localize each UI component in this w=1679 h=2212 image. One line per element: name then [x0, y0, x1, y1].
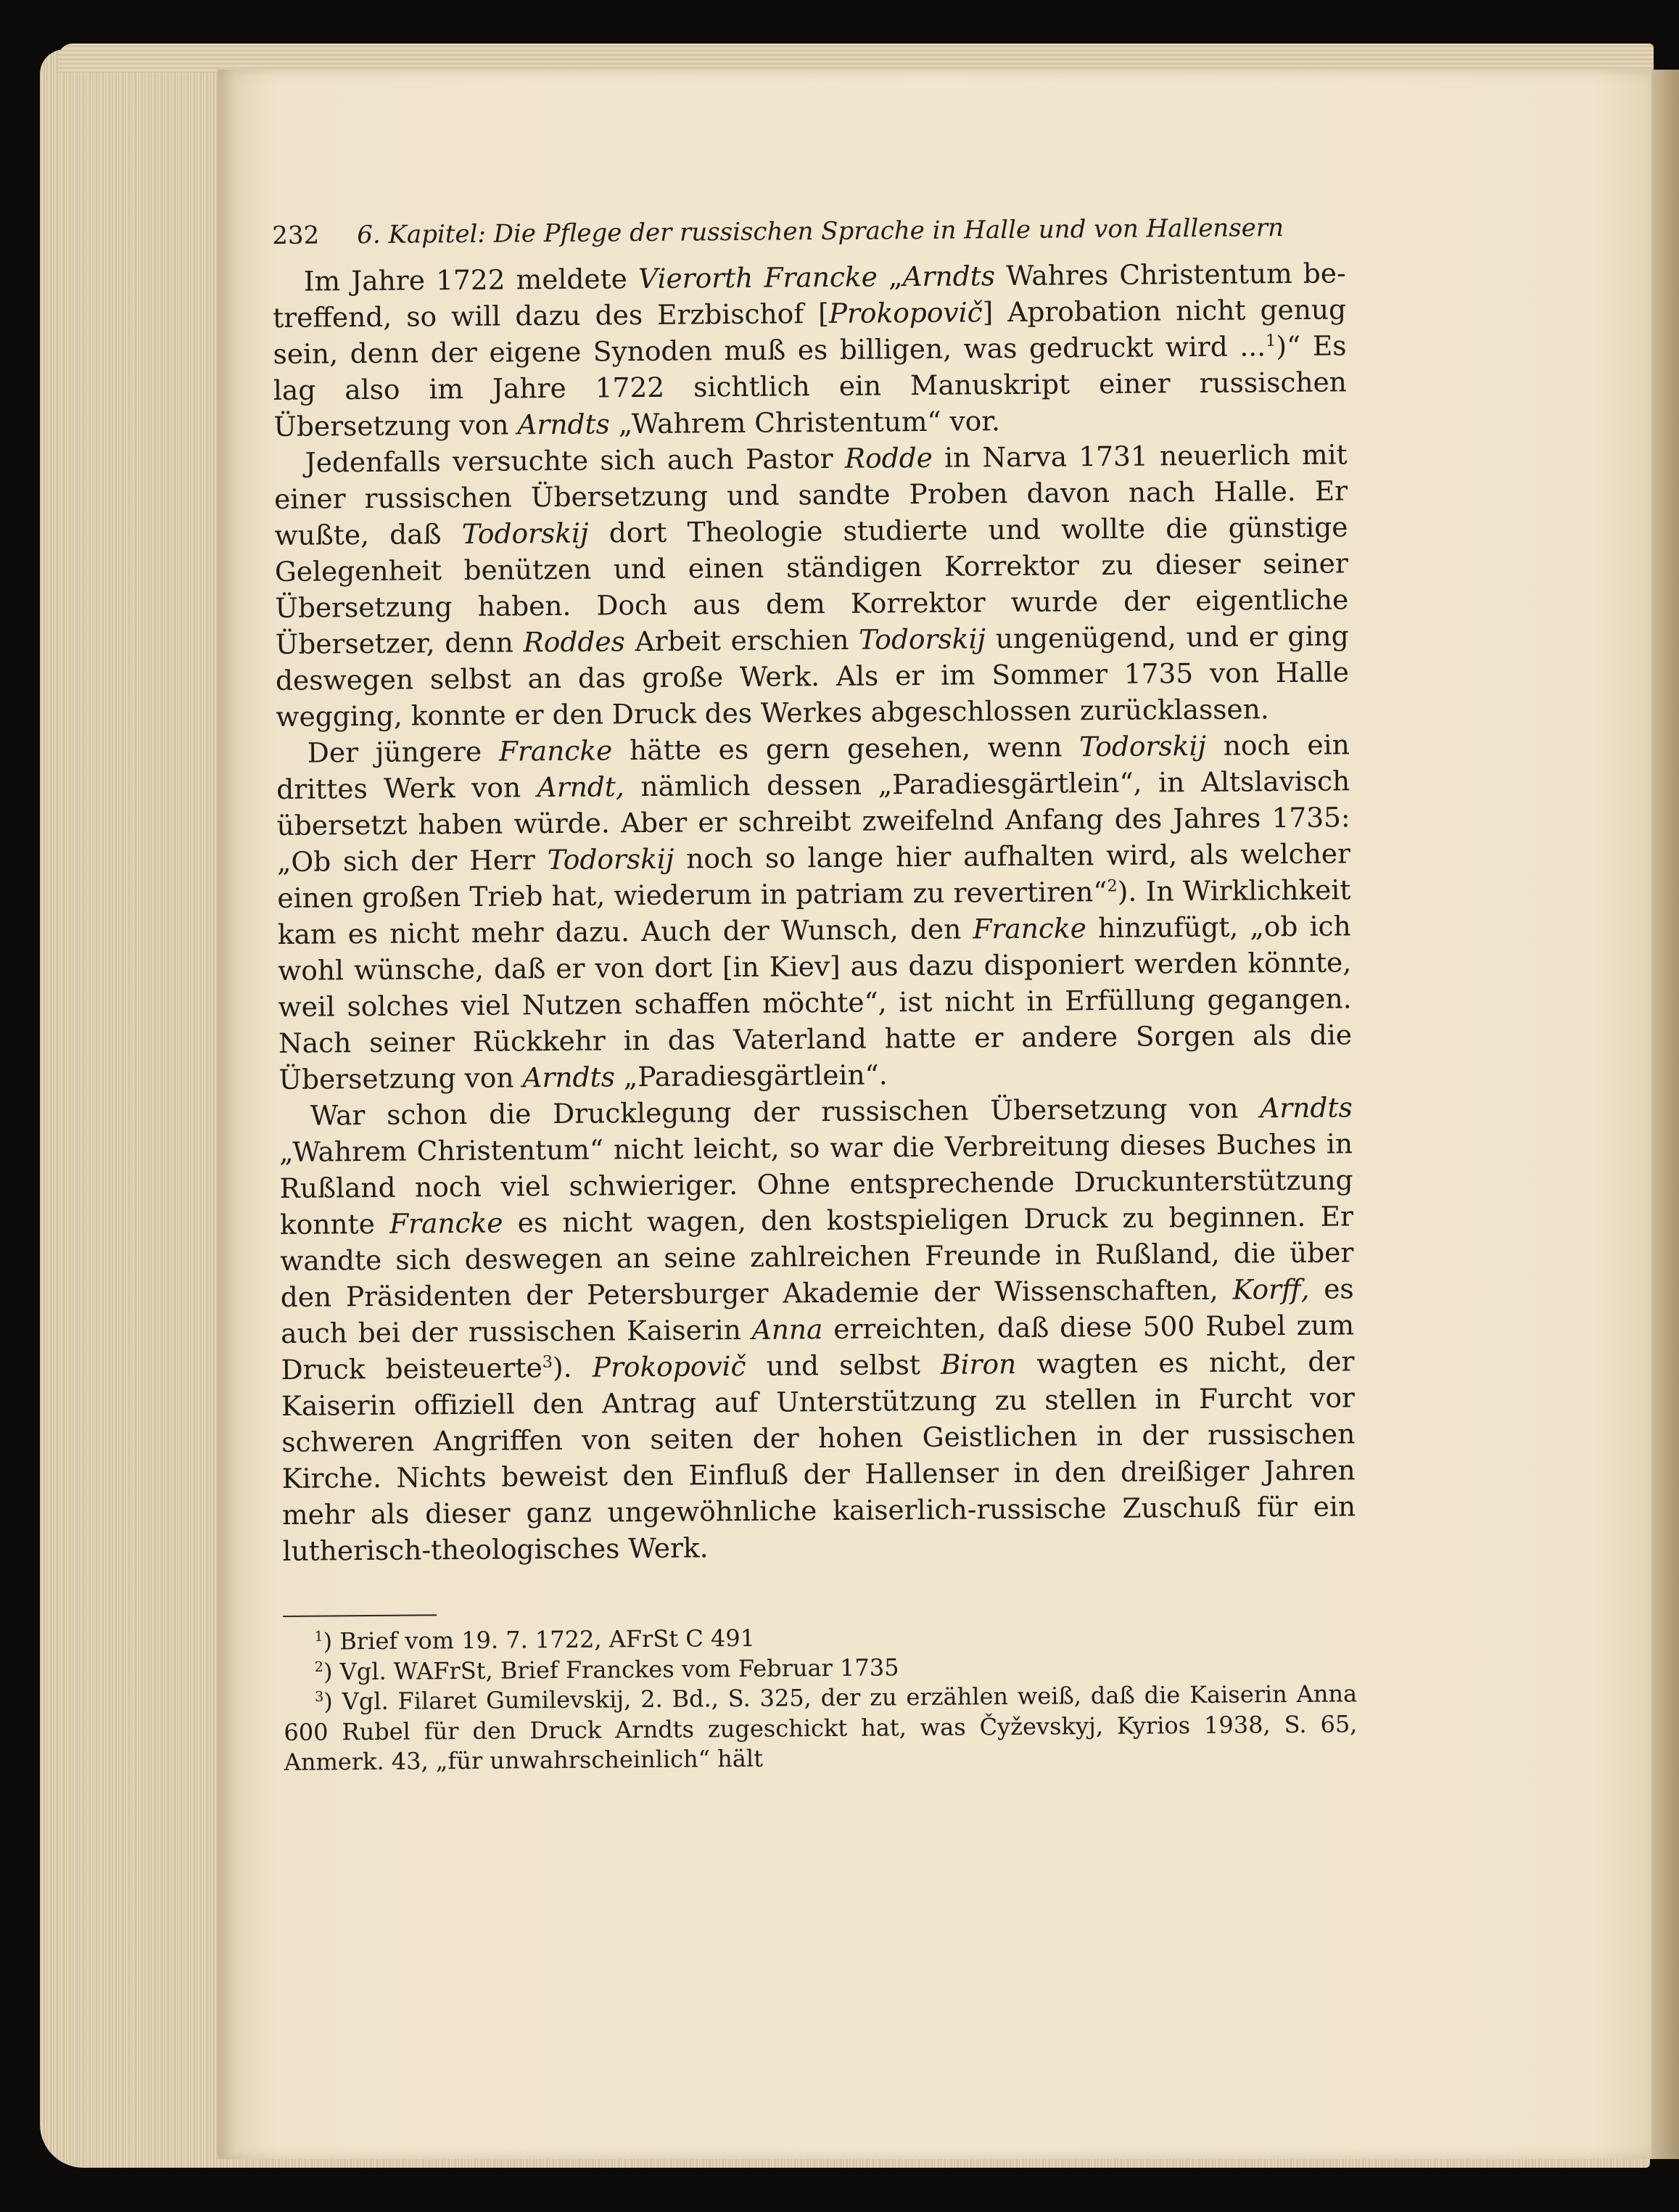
text-run: )“ Es lag also im Jahre 1722 sichtlich ein Manuskript einer russischen Übersetzung von — [273, 329, 1348, 443]
text-run: und selbst — [746, 1348, 941, 1382]
italic-name: Arndts — [517, 408, 611, 441]
text-run: hinzufügt, „ob ich wohl wünsche, daß er von dort [in Kiev] aus dazu disponiert werden könnte, weil solches viel Nutzen schaffen möchte“, ist nicht in Erfüllung gegangen. Nach seiner Rückkehr in das Vaterland hatte er andere Sorgen als die Übersetzung von — [278, 910, 1353, 1095]
italic-name: Francke — [389, 1206, 503, 1240]
text-run: dort Theologie studierte und wollte die günstige Gelegenheit benützen und einen ständigen Korrektor zu dieser seiner Übersetzung haben. Doch aus dem Korrektor wurde der eigentliche Übersetzer, denn — [274, 511, 1349, 660]
text-run: „ — [877, 260, 903, 293]
text-run: ) Vgl. WAFrSt, Brief Franckes vom Februar 1735 — [323, 1653, 899, 1686]
italic-name: Biron — [940, 1347, 1017, 1381]
italic-name: Arndts — [902, 260, 996, 293]
footnote — [284, 1679, 1358, 1777]
page-content — [272, 205, 1358, 1777]
text-run: in Narva 1731 neuerlich mit einer russischen Übersetzung und sandte Proben davon nach Halle. Er wußte, daß — [273, 438, 1348, 551]
footnote-marker: 3 — [314, 1687, 324, 1705]
text-run: ungenügend, und er ging deswegen selbst an das große Werk. Als er im Sommer 1735 von Halle wegging, konnte er den Druck des Werkes abgeschlossen zurücklassen. — [275, 620, 1350, 733]
italic-name: Francke — [973, 912, 1086, 945]
italic-name: Todorskij — [461, 517, 589, 550]
italic-name: Korff, — [1232, 1272, 1310, 1306]
footnote-marker: 2 — [1107, 876, 1118, 896]
paragraph — [273, 255, 1348, 445]
text-run: nämlich dessen „Paradiesgärtlein“, in Altslavisch übersetzt haben würde. Aber er schreibt zweifelnd Anfang des Jahres 1735: „Ob sich der Herr — [276, 765, 1350, 878]
footnotes — [283, 1619, 1358, 1777]
italic-name: Todorskij — [859, 622, 986, 656]
italic-name: Prokopovič — [828, 296, 983, 329]
text-run: ). — [552, 1351, 593, 1384]
italic-name: Arndts — [522, 1061, 616, 1094]
footnote-marker: 1 — [314, 1627, 323, 1645]
italic-name: Francke — [498, 734, 613, 768]
italic-name: Roddes — [523, 625, 626, 659]
text-run: erreichten, daß diese 500 Rubel zum Druck beisteuerte — [281, 1309, 1355, 1386]
text-run: „Wahrem Christentum“ vor. — [609, 405, 1001, 440]
text-run: Der jüngere — [307, 735, 500, 769]
text-run: Wahres Christentum betreffend, so will dazu des Erzbischof [ — [272, 257, 1346, 334]
text-run: Jedenfalls versuchte sich auch Pastor — [305, 442, 845, 479]
text-run: ] Aprobation nicht genug sein, denn der eigene Synoden muß es billigen, was gedruckt wird ... — [273, 293, 1347, 370]
footnote-marker: 3 — [542, 1352, 553, 1372]
page-number: 232 — [272, 221, 320, 250]
text-run: noch so lange hier aufhalten wird, als welcher einen großen Trieb hat, wiederum in patriam zu revertiren“ — [277, 837, 1351, 914]
running-head: 6. Kapitel: Die Pflege der russischen Sprache in Halle und von Hallensern — [357, 213, 1284, 250]
text-run: ). In Wirklichkeit kam es nicht mehr dazu. Auch der Wunsch, den — [277, 873, 1351, 950]
footnote-divider — [283, 1614, 437, 1617]
body-text — [273, 255, 1356, 1569]
text-run: War schon die Drucklegung der russischen Übersetzung von — [310, 1092, 1261, 1132]
paragraph — [273, 436, 1349, 735]
italic-name: Todorskij — [547, 842, 675, 876]
text-run: „Wahrem Christentum“ nicht leicht, so war die Verbreitung dieses Buches in Rußland noch viel schwieriger. Ohne entsprechende Druckunterstützung konnte — [279, 1127, 1353, 1241]
text-run: ) Vgl. Filaret Gumilevskij, 2. Bd., S. 325, der zu erzählen weiß, daß die Kaiserin Anna 600 Rubel für den Druck Arndts zugeschickt hat, was Čyževskyj, Kyrios 1938, S. 65, Anmerk. 43, „für unwahrscheinlich“ hält — [284, 1679, 1358, 1776]
text-run: wagten es nicht, der Kaiserin offiziell den Antrag auf Unterstützung zu stellen in Furcht vor schweren Angriffen von seiten der hohen Geistlichen in der russischen Kirche. Nichts beweist den Einfluß der Hallenser in den dreißiger Jahren mehr als dieser ganz ungewöhnliche kaiserlich-russische Zuschuß für ein lutherisch-theologisches Werk. — [281, 1345, 1356, 1567]
paragraph — [276, 726, 1353, 1098]
italic-name: Arndt, — [537, 770, 624, 804]
italic-name: Rodde — [844, 441, 933, 474]
text-run: es auch bei der russischen Kaiserin — [280, 1272, 1354, 1349]
text-run: „Paradiesgärtlein“. — [614, 1058, 888, 1093]
page-header — [272, 205, 1345, 258]
book-top-edge — [58, 44, 1654, 73]
text-run: Im Jahre 1722 meldete — [303, 263, 639, 297]
footnote-marker: 1 — [1265, 331, 1276, 350]
text-run: hätte es gern gesehen, wenn — [612, 731, 1080, 767]
italic-name: Vierorth Francke — [638, 260, 878, 295]
italic-name: Todorskij — [1079, 729, 1207, 763]
paragraph — [279, 1089, 1356, 1569]
text-run: Arbeit erschien — [624, 623, 859, 658]
text-run: ) Brief vom 19. 7. 1722, AFrSt C 491 — [323, 1624, 756, 1656]
text-run: noch ein drittes Werk von — [276, 728, 1350, 805]
text-run: es nicht wagen, den kostspieligen Druck zu beginnen. Er wandte sich deswegen an seine zahlreichen Freunde in Rußland, die über den Präsidenten der Petersburger Akademie der Wissenschaften, — [280, 1200, 1354, 1313]
footnote-marker: 2 — [314, 1658, 324, 1675]
italic-name: Anna — [751, 1313, 823, 1346]
italic-name: Arndts — [1260, 1091, 1353, 1124]
italic-name: Prokopovič — [592, 1349, 746, 1383]
